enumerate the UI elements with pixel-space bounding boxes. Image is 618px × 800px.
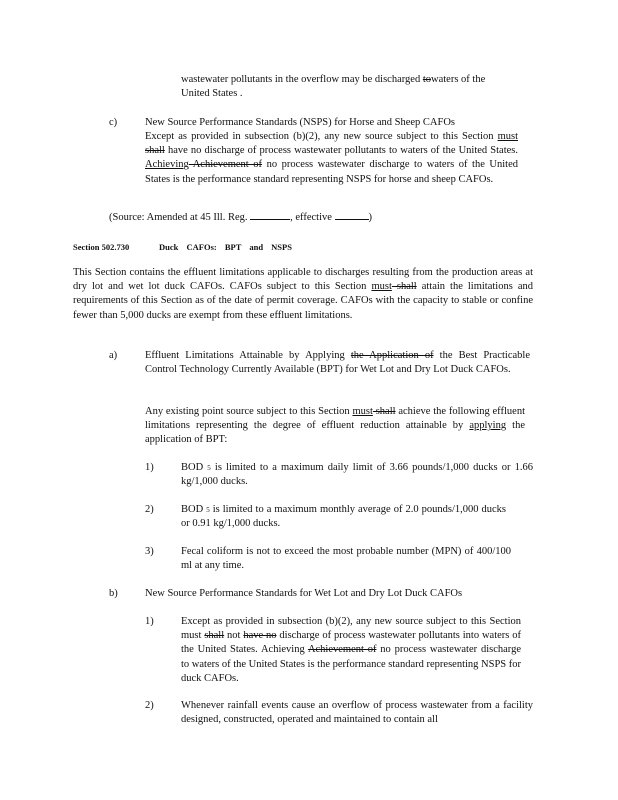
item-b2-label: 2): [145, 700, 154, 711]
item-a-paragraph: Any existing point source subject to this Section must shall achieve the following effluent limitations representing the degree of effluent reduction attainable by applying the application of BPT:: [145, 406, 525, 446]
source-register-blank: [250, 219, 290, 220]
item-a-label: a): [109, 350, 118, 361]
continuation-paragraph: wastewater pollutants in the overflow may be discharged towaters of the United States .: [181, 74, 486, 100]
item-b1-label: 1): [145, 616, 154, 627]
item-a3-label: 3): [145, 546, 154, 557]
item-b-label: b): [109, 588, 118, 599]
item-c-title: New Source Performance Standards (NSPS) for Horse and Sheep CAFOs: [145, 117, 455, 128]
item-b2-text: Whenever rainfall events cause an overflow of process wastewater from a facility designed, constructed, operated and maintained to contain all: [181, 700, 533, 726]
item-a-title: Effluent Limitations Attainable by Applying the Application of the Best Practicable Control Technology Currently Available (BPT) for Wet Lot and Dry Lot Duck CAFOs.: [145, 350, 530, 376]
item-b1-text: Except as provided in subsection (b)(2), any new source subject to this Section must shall not have no discharge of process wastewater pollutants into waters of the United States. Achieving Achievement of no process wastewater discharge to waters of the United States is the performance standard representing NSPS for duck CAFOs.: [181, 616, 521, 684]
item-a1-text: BOD 5 is limited to a maximum daily limit of 3.66 pounds/1,000 ducks or 1.66 kg/1,000 ducks.: [181, 462, 533, 488]
item-a2-text: BOD 5 is limited to a maximum monthly average of 2.0 pounds/1,000 ducks or 0.91 kg/1,000 ducks.: [181, 504, 507, 530]
item-a2-label: 2): [145, 504, 154, 515]
section-intro-paragraph: This Section contains the effluent limitations applicable to discharges resulting from the production areas at dry lot and wet lot duck CAFOs. CAFOs subject to this Section must shall attain the limitations and requirements of this Section as of the date of permit coverage. CAFOs with the capacity to stable or confine fewer than 5,000 ducks are exempt from these effluent limitations.: [73, 267, 533, 321]
source-note: (Source: Amended at 45 Ill. Reg. , effective ): [109, 212, 373, 223]
item-c-label: c): [109, 117, 118, 128]
section-title: Duck CAFOs: BPT and NSPS: [159, 242, 292, 252]
item-a3-text: Fecal coliform is not to exceed the most probable number (MPN) of 400/100 ml at any time.: [181, 546, 511, 572]
section-number: Section 502.730: [73, 242, 130, 252]
source-effective-blank: [335, 219, 369, 220]
item-c-paragraph: Except as provided in subsection (b)(2), any new source subject to this Section must shall have no discharge of process wastewater pollutants to waters of the United States. Achieving Achievement of no process wastewater discharge to waters of the United States is the performance standard representing NSPS for horse and sheep CAFOs.: [145, 131, 518, 185]
item-a1-label: 1): [145, 462, 154, 473]
item-b-title: New Source Performance Standards for Wet Lot and Dry Lot Duck CAFOs: [145, 588, 463, 599]
